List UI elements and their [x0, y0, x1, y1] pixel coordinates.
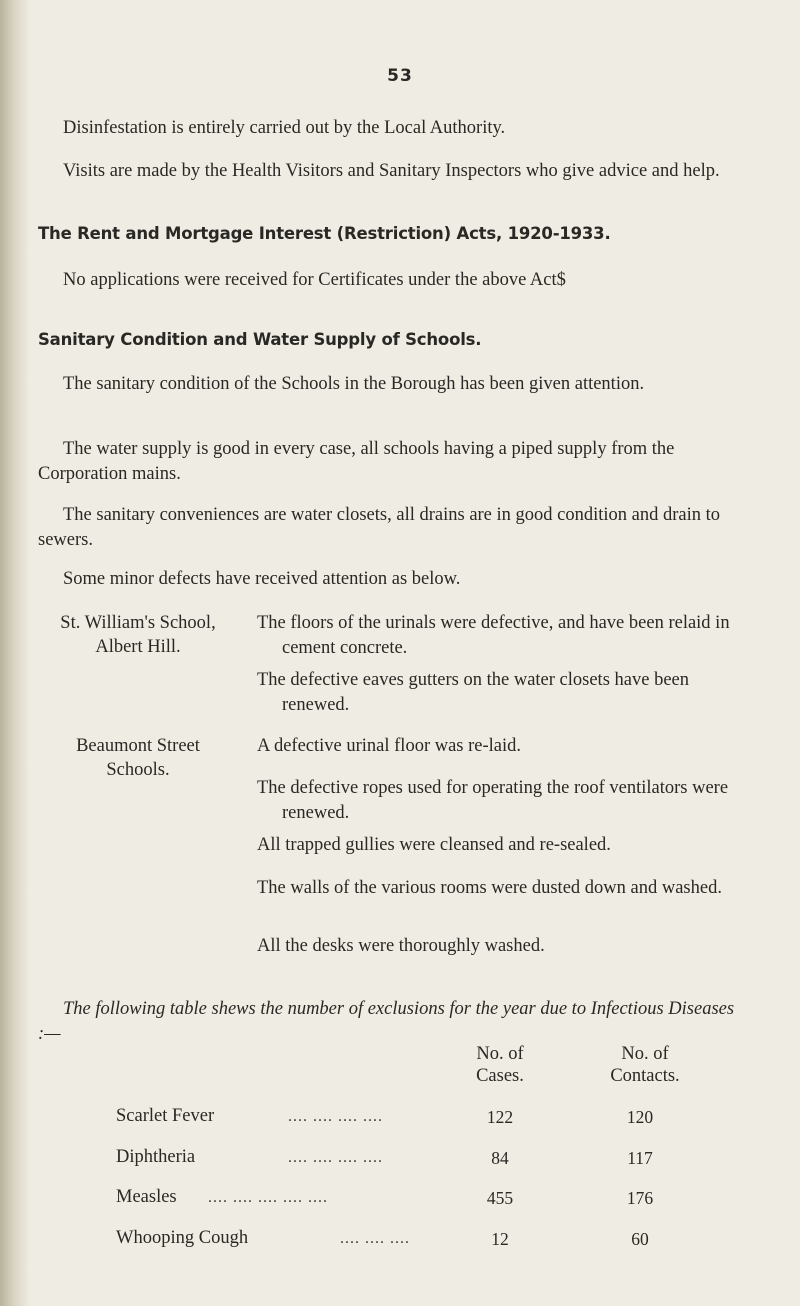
work-item: A defective urinal floor was re-laid. [257, 736, 522, 756]
contacts-value: 120 [626, 1107, 654, 1127]
exclusions-table-intro: The following table shews the number of exclusions for the year due to Infectious Diseases :— [38, 999, 735, 1044]
column-header-cases [435, 1043, 565, 1087]
schools-conveniences-paragraph: The sanitary conveniences are water closets, all drains are in good condition and drain to sewers. [38, 505, 721, 550]
contacts-value: 117 [627, 1148, 653, 1168]
cases-value: 12 [491, 1229, 509, 1249]
school-name-line: Schools. [106, 760, 170, 780]
disinfestation-paragraph: Disinfestation is entirely carried out by the Local Authority. [63, 118, 506, 138]
column-header-line: Cases. [476, 1066, 524, 1086]
dot-leader: .... .... .... .... [288, 1149, 383, 1166]
work-item: The walls of the various rooms were dusted down and washed. [257, 878, 722, 898]
page-edge-shadow [0, 0, 30, 1306]
column-header-line: Contacts. [610, 1066, 680, 1086]
schools-defects-intro: Some minor defects have received attention as below. [63, 569, 461, 589]
cases-value: 122 [486, 1107, 514, 1127]
column-header-contacts [570, 1043, 720, 1087]
column-header-line: No. of [621, 1044, 669, 1064]
dot-leader: .... .... .... .... .... [208, 1189, 328, 1206]
school-name-line: Beaumont Street [76, 736, 200, 756]
work-item: All trapped gullies were cleansed and re-sealed. [257, 835, 611, 855]
page-number: 53 [387, 66, 413, 86]
disease-name: Whooping Cough [116, 1228, 249, 1248]
cases-value: 84 [491, 1148, 509, 1168]
visits-paragraph: Visits are made by the Health Visitors and Sanitary Inspectors who give advice and help. [63, 161, 720, 181]
column-header-line: No. of [476, 1044, 524, 1064]
schools-sanitary-paragraph: The sanitary condition of the Schools in the Borough has been given attention. [63, 374, 645, 394]
school-name-line: Albert Hill. [95, 637, 181, 657]
school-name-line: St. William's School, [60, 613, 216, 633]
rent-section-text: No applications were received for Certificates under the above Act$ [63, 270, 566, 290]
contacts-value: 60 [631, 1229, 649, 1249]
school-name-st-williams [38, 611, 238, 659]
disease-name: Diphtheria [116, 1147, 196, 1167]
rent-section-heading: The Rent and Mortgage Interest (Restriction) Acts, 1920-1933. [38, 224, 611, 243]
work-item: The defective ropes used for operating the roof ventilators were renewed. [257, 778, 729, 823]
school-name-beaumont-street [38, 734, 238, 782]
contacts-value: 176 [626, 1188, 654, 1208]
dot-leader: .... .... .... .... [288, 1108, 383, 1125]
disease-name: Measles [116, 1187, 177, 1207]
work-item: The floors of the urinals were defective, and have been relaid in cement concrete. [257, 613, 730, 658]
work-item: The defective eaves gutters on the water closets have been renewed. [257, 670, 689, 715]
schools-section-heading: Sanitary Condition and Water Supply of Schools. [38, 330, 482, 349]
schools-water-paragraph: The water supply is good in every case, all schools having a piped supply from the Corporation mains. [38, 439, 675, 484]
work-item: All the desks were thoroughly washed. [257, 936, 545, 956]
cases-value: 455 [486, 1188, 514, 1208]
disease-name: Scarlet Fever [116, 1106, 215, 1126]
dot-leader: .... .... .... [340, 1230, 410, 1247]
